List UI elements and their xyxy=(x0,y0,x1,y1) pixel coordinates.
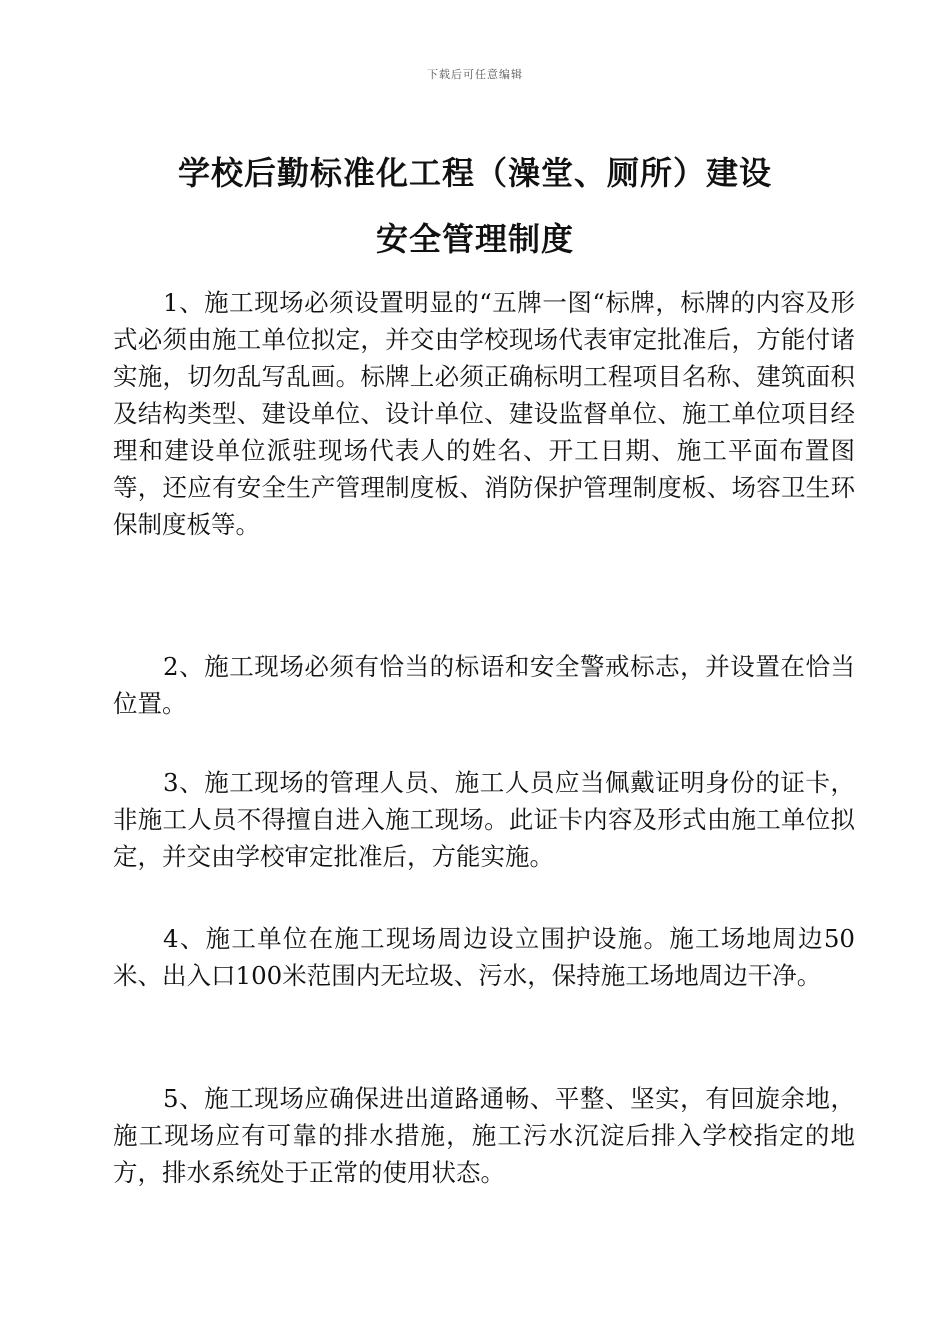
header-note: 下载后可任意编辑 xyxy=(427,68,523,81)
paragraph-4: 4、施工单位在施工现场周边设立围护设施。施工场地周边50米、出入口100米范围内无垃圾、污水，保持施工场地周边干净。 xyxy=(113,924,855,990)
document-title-line-1: 学校后勤标准化工程（澡堂、厕所）建设 xyxy=(177,154,772,192)
paragraph-3: 3、施工现场的管理人员、施工人员应当佩戴证明身份的证卡，非施工人员不得擅自进入施工现场。此证卡内容及形式由施工单位拟定，并交由学校审定批准后，方能实施。 xyxy=(113,768,855,871)
document-title-line-2: 安全管理制度 xyxy=(375,220,574,258)
paragraph-2: 2、施工现场必须有恰当的标语和安全警戒标志，并设置在恰当位置。 xyxy=(113,652,855,718)
paragraph-1: 1、施工现场必须设置明显的“五牌一图“标牌，标牌的内容及形式必须由施工单位拟定，并交由学校现场代表审定批准后，方能付诸实施，切勿乱写乱画。标牌上必须正确标明工程项目名称、建筑面积及结构类型、建设单位、设计单位、建设监督单位、施工单位项目经理和建设单位派驻现场代表人的姓名、开工日期、施工平面布置图等，还应有安全生产管理制度板、消防保护管理制度板、场容卫生环保制度板等。 xyxy=(113,288,855,539)
paragraph-5: 5、施工现场应确保进出道路通畅、平整、坚实，有回旋余地，施工现场应有可靠的排水措施，施工污水沉淀后排入学校指定的地方，排水系统处于正常的使用状态。 xyxy=(113,1084,855,1187)
